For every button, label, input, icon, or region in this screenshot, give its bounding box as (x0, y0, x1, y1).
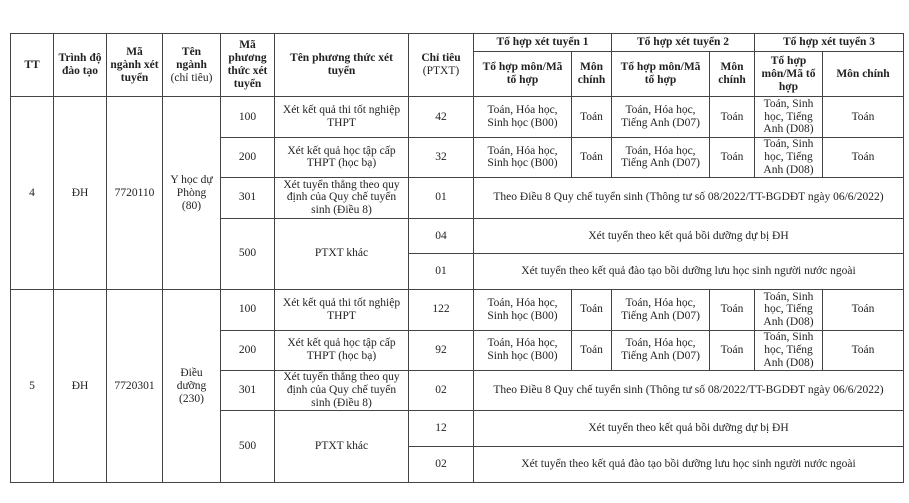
method-code: 200 (221, 330, 275, 370)
header-chi-tieu (409, 34, 474, 97)
method-code: 500 (221, 411, 275, 483)
combo-3: Toán, Sinh học, Tiếng Anh (D08) (755, 290, 823, 330)
header-mon-chinh-3: Môn chính (823, 52, 904, 97)
method-quota: 92 (409, 330, 474, 370)
method-quota: 01 (409, 254, 474, 290)
header-to-hop-3: Tổ hợp môn/Mã tổ hợp (755, 52, 823, 97)
method-note: Theo Điều 8 Quy chế tuyển sinh (Thông tư số 08/2022/TT-BGDĐT ngày 06/6/2022) (474, 371, 904, 411)
header-group-3: Tổ hợp xét tuyển 3 (755, 34, 904, 52)
header-chi-tieu-note: (PTXT) (422, 65, 460, 78)
header-mon-chinh-1: Môn chính (572, 52, 612, 97)
main-subject-2: Toán (710, 137, 755, 177)
method-name: Xét tuyển thẳng theo quy định của Quy chế tuyển sinh (Điều 8) (275, 371, 409, 411)
combo-2: Toán, Hóa học, Tiếng Anh (D07) (612, 330, 710, 370)
main-subject-3: Toán (823, 290, 904, 330)
header-group-2: Tổ hợp xét tuyển 2 (612, 34, 755, 52)
major-name (163, 97, 221, 290)
major-level: ĐH (54, 290, 107, 483)
method-name: Xét kết quả học tập cấp THPT (học bạ) (275, 137, 409, 177)
combo-2: Toán, Hóa học, Tiếng Anh (D07) (612, 290, 710, 330)
main-subject-1: Toán (572, 290, 612, 330)
header-ten-ptxt: Tên phương thức xét tuyển (275, 34, 409, 97)
method-note: Xét tuyển theo kết quả đào tạo bồi dưỡng lưu học sinh người nước ngoài (474, 254, 904, 290)
method-name: Xét kết quả học tập cấp THPT (học bạ) (275, 330, 409, 370)
header-ma-ptxt: Mã phương thức xét tuyển (221, 34, 275, 97)
major-level: ĐH (54, 97, 107, 290)
method-code: 301 (221, 371, 275, 411)
method-name: PTXT khác (275, 218, 409, 289)
header-row-1 (11, 34, 904, 52)
header-ma-nganh: Mã ngành xét tuyển (107, 34, 163, 97)
method-note: Theo Điều 8 Quy chế tuyển sinh (Thông tư số 08/2022/TT-BGDĐT ngày 06/6/2022) (474, 178, 904, 218)
method-name: Xét kết quả thi tốt nghiệp THPT (275, 97, 409, 137)
major-name-text: Y học dự Phòng (170, 173, 213, 199)
main-subject-3: Toán (823, 330, 904, 370)
method-quota: 04 (409, 218, 474, 254)
header-ten-nganh-label: Tên ngành (176, 45, 207, 71)
combo-1: Toán, Hóa học, Sinh học (B00) (474, 97, 572, 137)
method-quota: 02 (409, 447, 474, 483)
method-name: Xét tuyển thẳng theo quy định của Quy chế tuyển sinh (Điều 8) (275, 178, 409, 218)
combo-2: Toán, Hóa học, Tiếng Anh (D07) (612, 97, 710, 137)
major-quota: (230) (179, 392, 204, 405)
method-name: PTXT khác (275, 411, 409, 483)
method-code: 200 (221, 137, 275, 177)
combo-1: Toán, Hóa học, Sinh học (B00) (474, 290, 572, 330)
header-to-hop-2: Tổ hợp môn/Mã tổ hợp (612, 52, 710, 97)
header-trinh-do: Trình độ đào tạo (54, 34, 107, 97)
header-ten-nganh (163, 34, 221, 97)
method-quota: 12 (409, 411, 474, 447)
method-note: Xét tuyển theo kết quả đào tạo bồi dưỡng lưu học sinh người nước ngoài (474, 447, 904, 483)
header-to-hop-1: Tổ hợp môn/Mã tổ hợp (474, 52, 572, 97)
combo-3: Toán, Sinh học, Tiếng Anh (D08) (755, 330, 823, 370)
header-group-1: Tổ hợp xét tuyển 1 (474, 34, 612, 52)
major-tt: 5 (11, 290, 54, 483)
method-quota: 01 (409, 178, 474, 218)
main-subject-1: Toán (572, 330, 612, 370)
header-tt: TT (11, 34, 54, 97)
method-quota: 02 (409, 371, 474, 411)
combo-3: Toán, Sinh học, Tiếng Anh (D08) (755, 137, 823, 177)
combo-1: Toán, Hóa học, Sinh học (B00) (474, 330, 572, 370)
method-note: Xét tuyển theo kết quả bồi dưỡng dự bị ĐH (474, 218, 904, 254)
method-name: Xét kết quả thi tốt nghiệp THPT (275, 290, 409, 330)
main-subject-3: Toán (823, 97, 904, 137)
header-mon-chinh-2: Môn chính (710, 52, 755, 97)
method-code: 301 (221, 178, 275, 218)
table-row (11, 290, 904, 330)
main-subject-2: Toán (710, 330, 755, 370)
main-subject-2: Toán (710, 290, 755, 330)
main-subject-2: Toán (710, 97, 755, 137)
main-subject-1: Toán (572, 97, 612, 137)
main-subject-1: Toán (572, 137, 612, 177)
major-quota: (80) (181, 199, 202, 212)
header-chi-tieu-label: Chỉ tiêu (421, 52, 461, 65)
major-code: 7720110 (107, 97, 163, 290)
combo-1: Toán, Hóa học, Sinh học (B00) (474, 137, 572, 177)
major-name (163, 290, 221, 483)
method-code: 100 (221, 97, 275, 137)
method-quota: 32 (409, 137, 474, 177)
main-subject-3: Toán (823, 137, 904, 177)
table-row (11, 97, 904, 137)
major-tt: 4 (11, 97, 54, 290)
method-code: 500 (221, 218, 275, 289)
method-quota: 122 (409, 290, 474, 330)
header-ten-nganh-note: (chỉ tiêu) (170, 71, 213, 84)
combo-3: Toán, Sinh học, Tiếng Anh (D08) (755, 97, 823, 137)
method-quota: 42 (409, 97, 474, 137)
major-code: 7720301 (107, 290, 163, 483)
method-note: Xét tuyển theo kết quả bồi dưỡng dự bị ĐH (474, 411, 904, 447)
combo-2: Toán, Hóa học, Tiếng Anh (D07) (612, 137, 710, 177)
method-code: 100 (221, 290, 275, 330)
major-name-text: Điều dưỡng (176, 366, 207, 392)
admission-table (10, 33, 904, 483)
